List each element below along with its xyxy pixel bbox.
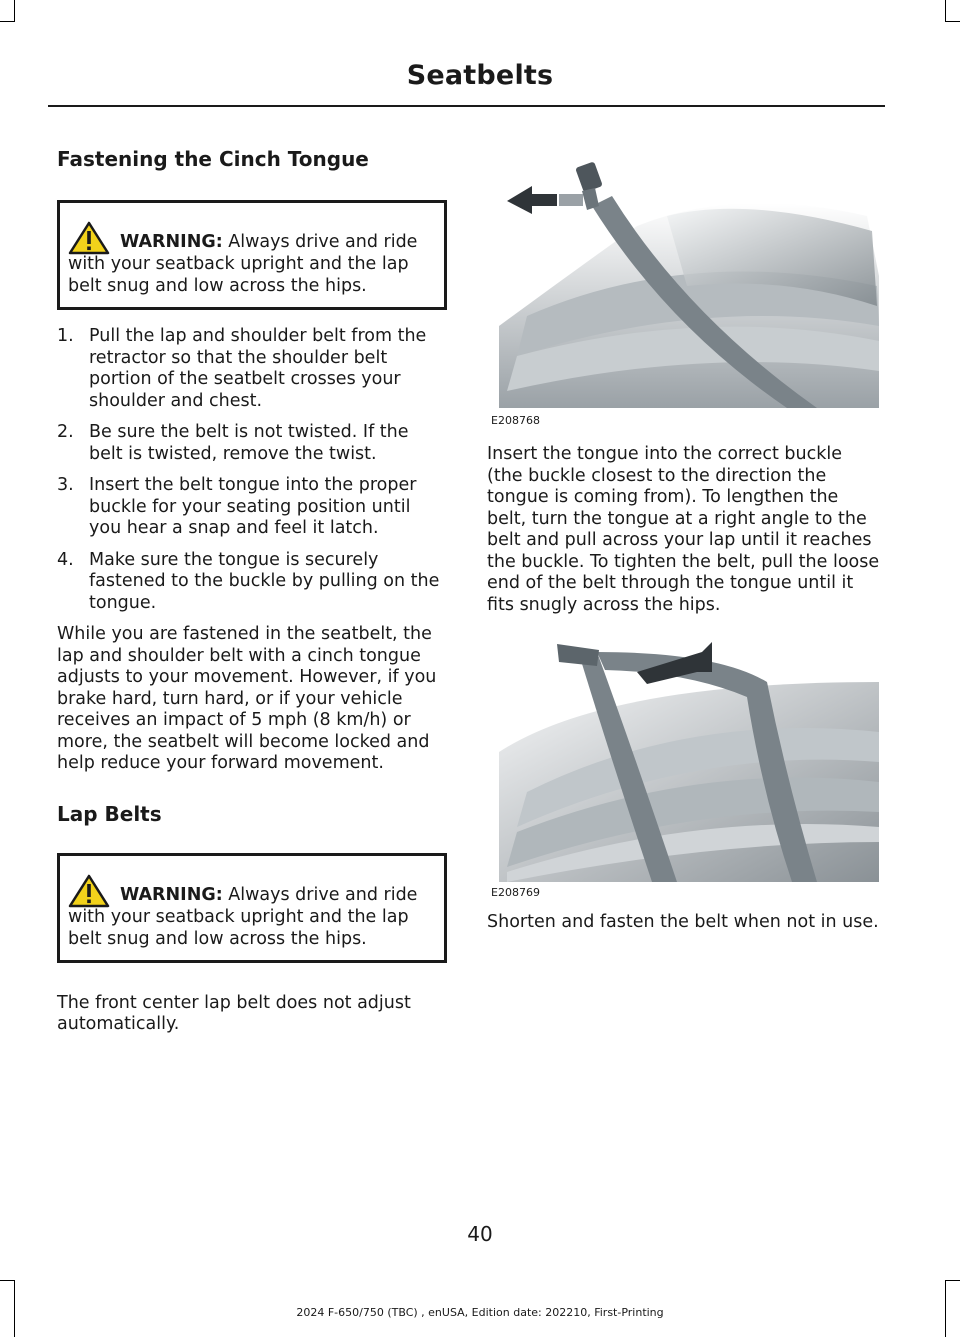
section-heading-cinch-tongue: Fastening the Cinch Tongue [57,147,369,171]
lap-belt-illustration [487,642,882,882]
list-item: 3. Insert the belt tongue into the proper buckle for your seating position until you hear a snap and feel it latch. [57,475,417,538]
page-number: 40 [467,1222,493,1246]
list-item: 1. Pull the lap and shoulder belt from the retractor so that the shoulder belt portion of the seatbelt crosses your shoulder and chest. [57,326,427,411]
figure-id: E208768 [491,414,540,427]
figure-seatbelt-shorten [487,642,882,899]
crop-mark [945,1280,960,1281]
list-item: 2. Be sure the belt is not twisted. If the belt is twisted, remove the twist. [57,422,409,464]
body-paragraph: Insert the tongue into the correct buckle (the buckle closest to the direction the tongue is coming from). To lengthen the belt, turn the tongue at a right angle to the belt and pull across your lap until it reaches the buckle. To tighten the belt, pull the loose end of the belt through the tongue until it fits snugly across the hips. [487,444,880,615]
crop-mark [0,1280,15,1281]
steps-list [57,326,447,614]
right-column [487,156,882,934]
warning-text-rest: with your seatback upright and the lap belt snug and low across the hips. [68,254,409,296]
warning-header [68,872,432,906]
crop-mark [945,21,960,22]
warning-label: WARNING: [120,232,223,252]
warning-text-start: Always drive and ride [222,884,418,905]
page-title: Seatbelts [406,60,554,91]
list-item: 4. Make sure the tongue is securely fastened to the buckle by pulling on the tongue. [57,549,440,613]
warning-header [68,219,432,253]
left-column [57,146,447,1036]
footer-text: 2024 F-650/750 (TBC) , enUSA, Edition date: 202210, First-Printing [296,1306,664,1319]
warning-triangle-icon [68,221,110,255]
crop-mark [945,0,946,22]
body-paragraph: Shorten and fasten the belt when not in use. [487,912,879,932]
warning-label: WARNING: [120,884,223,905]
crop-mark [14,0,15,22]
seatbelt-illustration [487,156,882,408]
figure-seatbelt-insert [487,156,882,427]
body-paragraph: The front center lap belt does not adjust automatically. [57,992,411,1034]
warning-text-start: Always drive and ride [222,232,418,252]
body-paragraph: While you are fastened in the seatbelt, the lap and shoulder belt with a cinch tongue adjusts to your movement. However, if you brake hard, turn hard, or if your vehicle receives an impact of 5 mph (8 km/h) or more, the seatbelt will become locked and help reduce your forward movement. [57,624,437,773]
warning-box [57,853,447,963]
warning-box [57,200,447,310]
section-heading-lap-belts: Lap Belts [57,801,162,826]
warning-triangle-icon [68,874,110,908]
header-divider [48,105,885,107]
warning-text-rest: with your seatback upright and the lap belt snug and low across the hips. [68,906,409,949]
figure-id: E208769 [491,886,540,899]
crop-mark [0,21,15,22]
